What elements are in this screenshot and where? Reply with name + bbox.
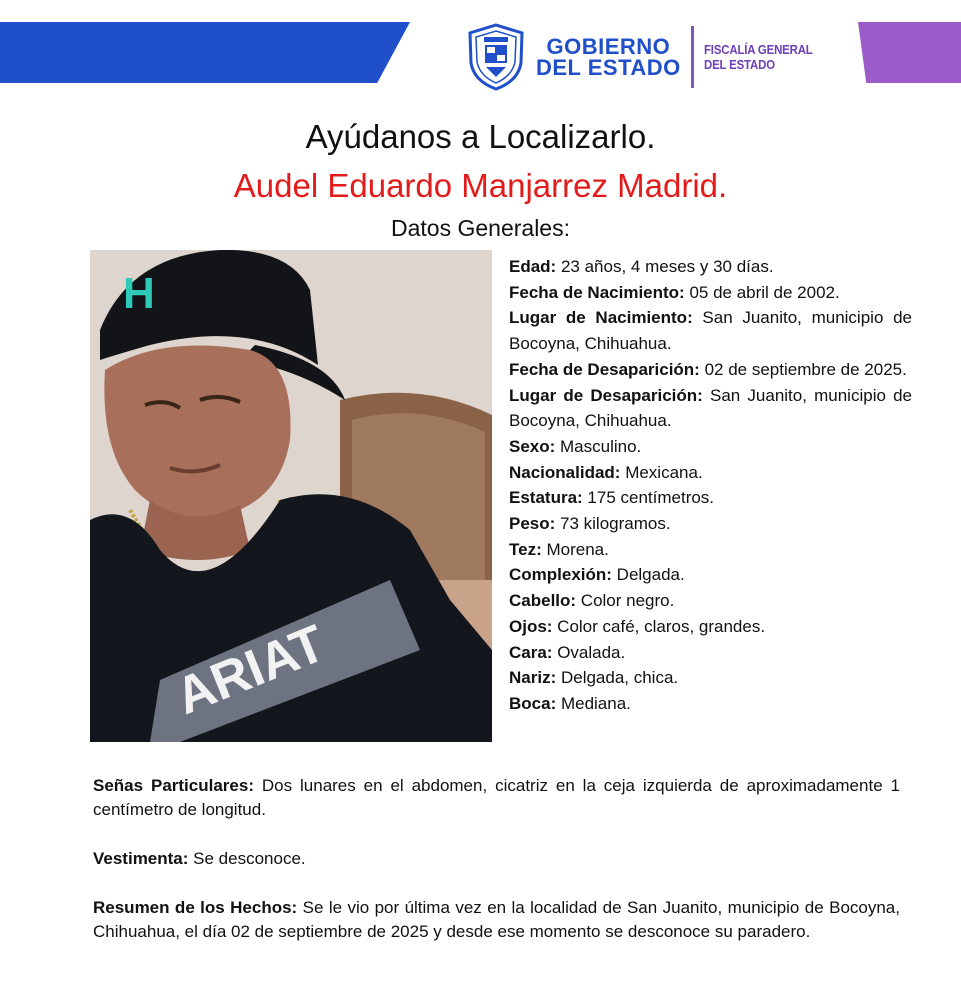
detail-item-cara bbox=[509, 640, 912, 666]
detail-label: Edad: bbox=[509, 257, 557, 276]
detail-label: Tez: bbox=[509, 539, 542, 559]
detail-value: San Juanito, municipio de Bocoyna, Chihuahua. bbox=[509, 308, 912, 354]
resumen-value: Se le vio por última vez en la localidad de San Juanito, municipio de Bocoyna, Chihuahua, el día 02 de septiembre de 2025 y desde ese momento se desconoce su paradero. bbox=[93, 898, 900, 941]
detail-item-cabello bbox=[509, 588, 912, 614]
detail-item-edad bbox=[509, 254, 912, 280]
detail-label: Nacionalidad: bbox=[509, 462, 621, 482]
shirt-text: ARIAT bbox=[167, 614, 334, 727]
detail-value: Delgada. bbox=[611, 565, 685, 585]
detail-value: Color café, claros, grandes. bbox=[552, 616, 766, 636]
state-seal-icon bbox=[466, 23, 526, 91]
detail-label: Cabello: bbox=[509, 591, 577, 611]
detail-label: Lugar de Desaparición: bbox=[509, 385, 703, 405]
detail-item-nacionalidad bbox=[509, 460, 912, 486]
detail-item-lugar-nacimiento bbox=[509, 305, 912, 356]
detail-label: Peso: bbox=[509, 514, 556, 534]
detail-value: Delgada, chica. bbox=[556, 668, 679, 688]
vestimenta-label: Vestimenta: bbox=[93, 849, 189, 868]
detail-item-boca bbox=[509, 691, 912, 717]
header-blue-band bbox=[0, 22, 410, 83]
header-purple-band bbox=[858, 22, 961, 83]
resumen-hechos bbox=[93, 896, 900, 944]
government-logo bbox=[466, 22, 827, 92]
detail-value: 73 kilogramos. bbox=[555, 514, 671, 534]
detail-value: 05 de abril de 2002. bbox=[684, 282, 840, 302]
fge-line-1: FISCALÍA GENERAL bbox=[703, 42, 813, 57]
detail-value: Color negro. bbox=[576, 591, 675, 611]
detail-item-peso bbox=[509, 511, 912, 537]
detail-label: Estatura: bbox=[509, 488, 583, 508]
detail-label: Lugar de Nacimiento: bbox=[509, 308, 693, 328]
detail-item-lugar-desaparicion bbox=[509, 383, 912, 434]
fiscalia-wordmark bbox=[704, 42, 813, 72]
senas-label: Señas Particulares: bbox=[93, 776, 254, 795]
missing-person-name: Audel Eduardo Manjarrez Madrid. bbox=[233, 167, 728, 204]
resumen-label: Resumen de los Hechos: bbox=[93, 898, 298, 917]
detail-label: Fecha de Desaparición: bbox=[509, 359, 700, 379]
senas-particulares bbox=[93, 774, 900, 822]
detail-value: Morena. bbox=[541, 539, 609, 559]
vestimenta-value: Se desconoce. bbox=[188, 849, 306, 868]
person-photo bbox=[90, 250, 492, 742]
detail-item-ojos bbox=[509, 614, 912, 640]
detail-label: Nariz: bbox=[509, 668, 557, 688]
person-portrait-image bbox=[90, 250, 492, 742]
gobierno-wordmark bbox=[536, 36, 681, 78]
detail-label: Complexión: bbox=[509, 565, 612, 585]
gov-line-1: GOBIERNO bbox=[546, 34, 671, 59]
detail-label: Ojos: bbox=[509, 616, 553, 636]
detail-value: Mediana. bbox=[556, 693, 631, 713]
detail-item-fecha-nacimiento bbox=[509, 280, 912, 306]
page-title: Ayúdanos a Localizarlo. bbox=[305, 118, 656, 155]
detail-item-tez bbox=[509, 537, 912, 563]
detail-value: 175 centímetros. bbox=[582, 488, 715, 508]
detail-value: 02 de septiembre de 2025. bbox=[699, 359, 907, 379]
section-heading: Datos Generales: bbox=[391, 215, 570, 241]
detail-label: Fecha de Nacimiento: bbox=[509, 282, 685, 302]
detail-value: Ovalada. bbox=[552, 642, 626, 662]
detail-item-estatura bbox=[509, 485, 912, 511]
detail-label: Cara: bbox=[509, 642, 553, 662]
gov-line-2: DEL ESTADO bbox=[536, 55, 681, 80]
vestimenta bbox=[93, 847, 900, 871]
cap-logo: H bbox=[123, 269, 155, 318]
senas-value: Dos lunares en el abdomen, cicatriz en la ceja izquierda de aproximadamente 1 centímetro de longitud. bbox=[93, 776, 900, 819]
detail-item-nariz bbox=[509, 665, 912, 691]
detail-value: San Juanito, municipio de Bocoyna, Chihuahua. bbox=[509, 385, 913, 431]
logo-divider bbox=[691, 26, 694, 88]
detail-value: Mexicana. bbox=[620, 462, 703, 482]
detail-label: Sexo: bbox=[509, 436, 556, 456]
detail-value: Masculino. bbox=[555, 436, 642, 456]
fge-line-2: DEL ESTADO bbox=[703, 57, 775, 72]
general-data-list bbox=[509, 254, 912, 717]
detail-item-fecha-desaparicion bbox=[509, 357, 912, 383]
detail-label: Boca: bbox=[509, 693, 557, 713]
detail-value: 23 años, 4 meses y 30 días. bbox=[556, 257, 774, 276]
detail-item-complexion bbox=[509, 562, 912, 588]
detail-item-sexo bbox=[509, 434, 912, 460]
